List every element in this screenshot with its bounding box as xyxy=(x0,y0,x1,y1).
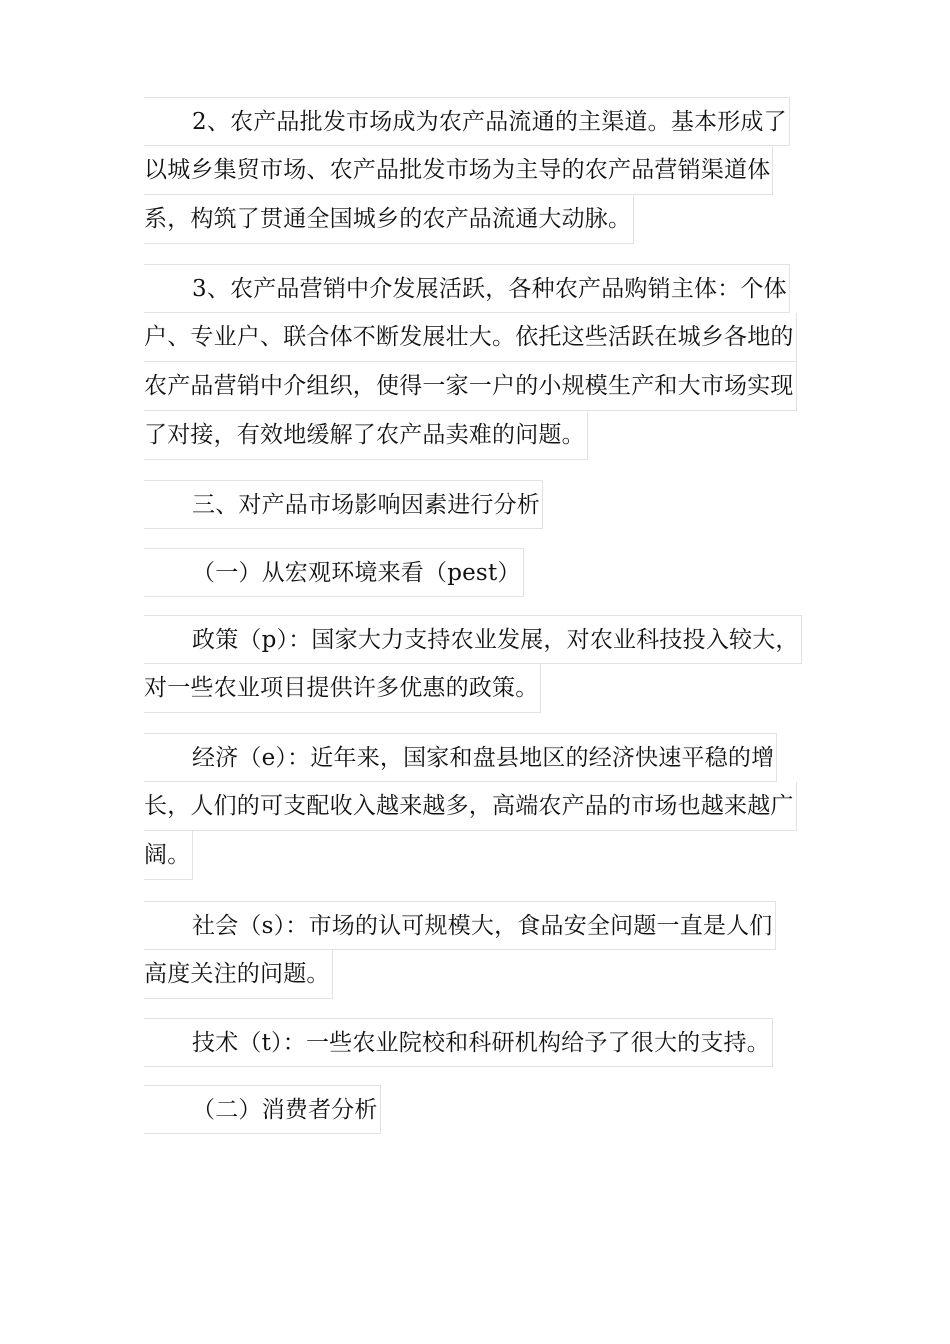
subsection-heading-macro xyxy=(144,548,524,597)
text-line: 技术（t）：一些农业院校和科研机构给予了很大的支持。 xyxy=(144,1018,773,1067)
paragraph-society xyxy=(144,901,776,999)
text-line: 3、农产品营销中介发展活跃，各种农产品购销主体：个体 xyxy=(144,264,790,313)
text-line: 以城乡集贸市场、农产品批发市场为主导的农产品营销渠道体 xyxy=(144,146,773,195)
text-line: 对一些农业项目提供许多优惠的政策。 xyxy=(144,664,541,713)
paragraph-marketing-agents xyxy=(144,264,797,460)
subsection-heading-text: （一）从宏观环境来看（pest） xyxy=(144,548,524,597)
text-line: 政策（p）：国家大力支持农业发展，对农业科技投入较大， xyxy=(144,615,802,664)
text-line: 2、农产品批发市场成为农产品流通的主渠道。基本形成了 xyxy=(144,97,790,146)
paragraph-technology xyxy=(144,1018,773,1067)
text-line: 农产品营销中介组织，使得一家一户的小规模生产和大市场实现 xyxy=(144,362,797,411)
paragraph-wholesale-market xyxy=(144,97,790,244)
section-heading-text: 三、对产品市场影响因素进行分析 xyxy=(144,480,543,529)
text-line: 阔。 xyxy=(144,831,193,880)
section-heading-3 xyxy=(144,480,543,529)
text-line: 经济（e）：近年来，国家和盘县地区的经济快速平稳的增 xyxy=(144,733,777,782)
paragraph-policy xyxy=(144,615,802,713)
text-line: 户、专业户、联合体不断发展壮大。依托这些活跃在城乡各地的 xyxy=(144,313,797,362)
text-line: 高度关注的问题。 xyxy=(144,950,333,999)
subsection-heading-text: （二）消费者分析 xyxy=(144,1085,381,1134)
text-line: 长，人们的可支配收入越来越多，高端农产品的市场也越来越广 xyxy=(144,782,797,831)
subsection-heading-consumer xyxy=(144,1085,381,1134)
text-line: 社会（s）：市场的认可规模大，食品安全问题一直是人们 xyxy=(144,901,776,950)
text-line: 系，构筑了贯通全国城乡的农产品流通大动脉。 xyxy=(144,195,634,244)
text-line: 了对接，有效地缓解了农产品卖难的问题。 xyxy=(144,411,588,460)
paragraph-economy xyxy=(144,733,797,880)
